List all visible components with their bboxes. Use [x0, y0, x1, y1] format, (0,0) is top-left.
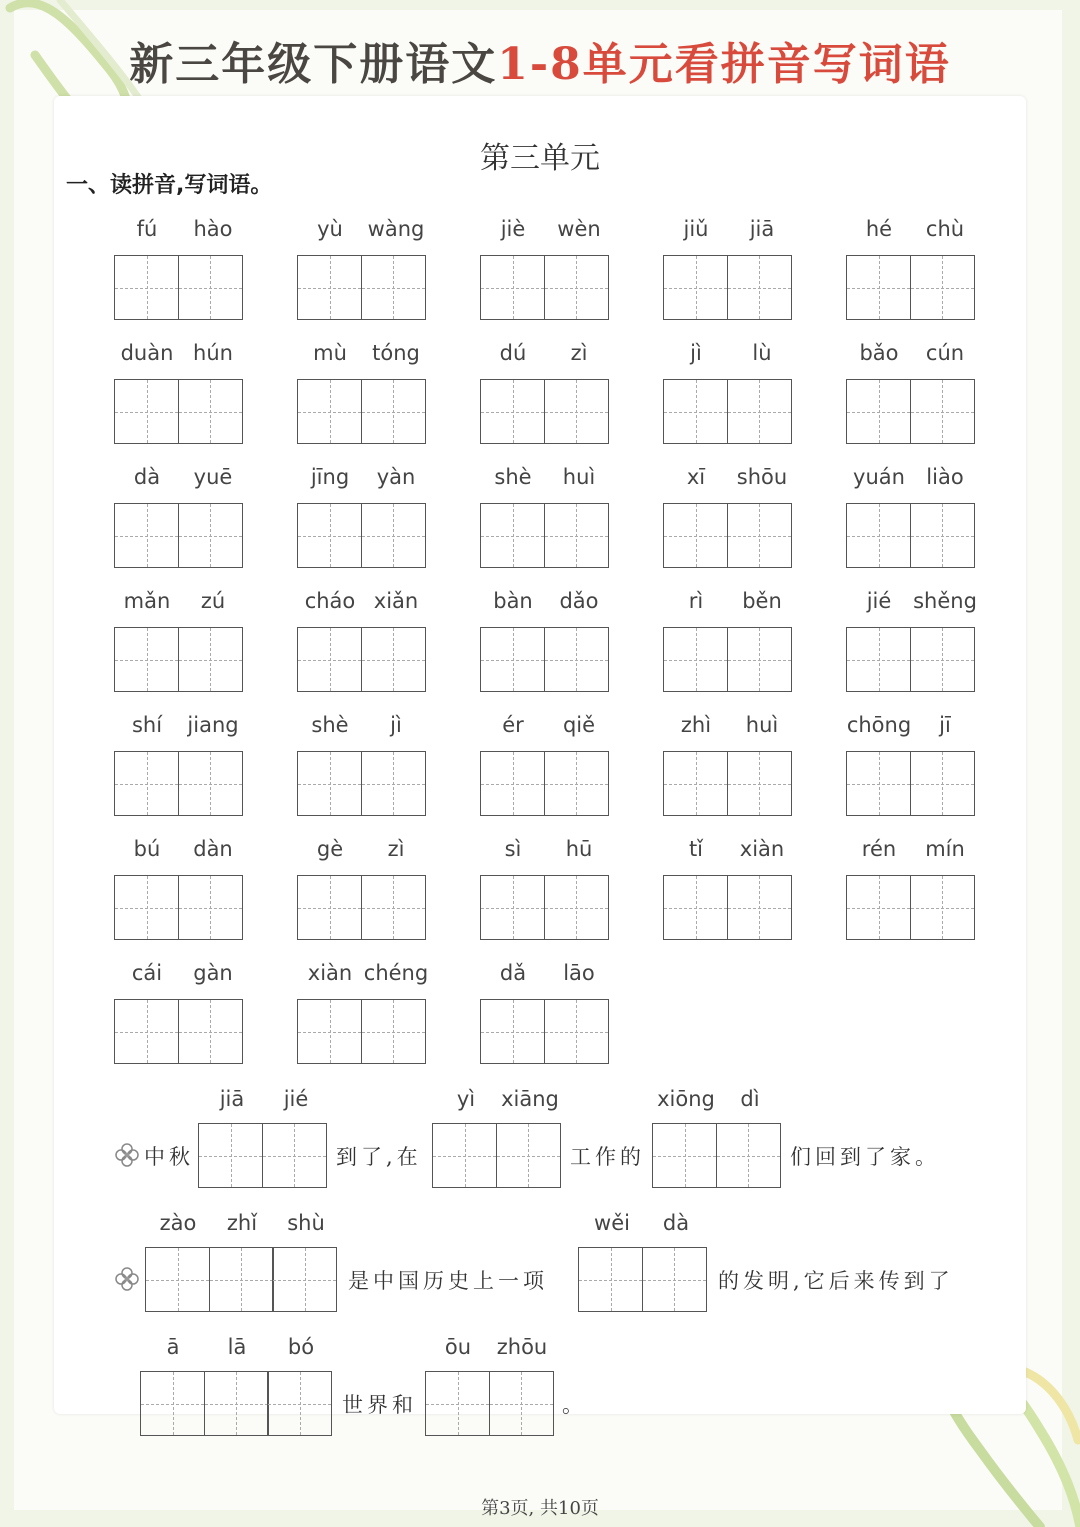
- pinyin-syllable: bàn: [493, 589, 533, 613]
- pinyin-syllable: liào: [926, 465, 964, 489]
- answer-cell[interactable]: [178, 255, 243, 320]
- answer-cell[interactable]: [425, 1371, 490, 1436]
- answer-cell[interactable]: [496, 1123, 561, 1188]
- pinyin-syllable: xī: [686, 465, 706, 489]
- answer-cell[interactable]: [114, 503, 179, 568]
- pinyin-label: [846, 837, 978, 867]
- answer-boxes[interactable]: [480, 999, 609, 1064]
- pinyin-label: [297, 713, 429, 743]
- answer-boxes[interactable]: [846, 255, 975, 320]
- word-item: [663, 217, 795, 329]
- word-item: [114, 217, 246, 329]
- answer-cell[interactable]: [663, 255, 728, 320]
- answer-cell[interactable]: [297, 503, 362, 568]
- answer-cell[interactable]: [727, 255, 792, 320]
- answer-boxes[interactable]: [480, 503, 609, 568]
- answer-cell[interactable]: [716, 1123, 781, 1188]
- answer-boxes[interactable]: [297, 627, 426, 692]
- answer-cell[interactable]: [178, 627, 243, 692]
- word-item: [114, 341, 246, 453]
- pinyin-syllable: ōu: [444, 1335, 472, 1359]
- answer-cell[interactable]: [140, 1371, 205, 1436]
- answer-cell[interactable]: [361, 255, 426, 320]
- pinyin-label: [114, 589, 246, 619]
- answer-boxes[interactable]: [480, 751, 609, 816]
- pinyin-syllable: chéng: [363, 961, 429, 985]
- page-title-main: 新三年级下册语文: [129, 39, 498, 90]
- word-item: [114, 713, 246, 825]
- pinyin-syllable: yù: [317, 217, 343, 241]
- pinyin-label: [297, 465, 429, 495]
- answer-cell[interactable]: [727, 503, 792, 568]
- answer-boxes[interactable]: [114, 379, 243, 444]
- answer-boxes[interactable]: [145, 1247, 337, 1312]
- pinyin-syllable: shè: [494, 465, 532, 489]
- answer-cell[interactable]: [544, 875, 609, 940]
- answer-cell[interactable]: [114, 627, 179, 692]
- pinyin-syllable: jì: [390, 713, 402, 737]
- answer-cell[interactable]: [727, 379, 792, 444]
- answer-boxes[interactable]: [846, 379, 975, 444]
- answer-cell[interactable]: [361, 875, 426, 940]
- sentence-text: 。: [562, 1393, 587, 1417]
- answer-cell[interactable]: [846, 627, 911, 692]
- answer-boxes[interactable]: [114, 627, 243, 692]
- pinyin-syllable: dà: [133, 465, 161, 489]
- page-footer: 第3页, 共10页: [481, 1498, 599, 1519]
- pinyin-syllable: shěng: [913, 589, 977, 613]
- unit-title: 第三单元: [480, 141, 600, 176]
- pinyin-syllable: yuē: [193, 465, 233, 489]
- pinyin-syllable: huì: [562, 465, 596, 489]
- pinyin-label: [846, 341, 978, 371]
- pinyin-label: [297, 217, 429, 247]
- answer-cell[interactable]: [361, 999, 426, 1064]
- pinyin-syllable: zú: [200, 589, 226, 613]
- answer-cell[interactable]: [544, 999, 609, 1064]
- answer-cell[interactable]: [544, 627, 609, 692]
- answer-cell[interactable]: [727, 751, 792, 816]
- pinyin-syllable: rì: [688, 589, 704, 613]
- answer-cell[interactable]: [910, 503, 975, 568]
- pinyin-syllable: yàn: [376, 465, 416, 489]
- answer-cell[interactable]: [544, 751, 609, 816]
- answer-cell[interactable]: [272, 1247, 337, 1312]
- pinyin-label: [297, 961, 429, 991]
- answer-cell[interactable]: [480, 255, 545, 320]
- pinyin-syllable: cái: [131, 961, 163, 985]
- answer-cell[interactable]: [544, 503, 609, 568]
- word-item: [297, 217, 429, 329]
- pinyin-syllable: hé: [865, 217, 893, 241]
- sentence-text: 到了,在: [336, 1145, 422, 1169]
- pinyin-syllable: jiǔ: [683, 217, 709, 241]
- pinyin-label: [663, 713, 795, 743]
- answer-boxes[interactable]: [480, 255, 609, 320]
- pinyin-syllable: běn: [742, 589, 782, 613]
- answer-cell[interactable]: [846, 751, 911, 816]
- word-item: [297, 837, 429, 949]
- pinyin-label: [114, 713, 246, 743]
- answer-cell[interactable]: [297, 379, 362, 444]
- pinyin-label: [846, 465, 978, 495]
- pinyin-syllable: xiōng: [657, 1087, 715, 1111]
- answer-cell[interactable]: [114, 875, 179, 940]
- pinyin-syllable: lāo: [563, 961, 595, 985]
- answer-boxes[interactable]: [297, 999, 426, 1064]
- answer-cell[interactable]: [910, 255, 975, 320]
- pinyin-label: [480, 961, 612, 991]
- pinyin-label: [114, 961, 246, 991]
- word-item: [663, 341, 795, 453]
- word-item: [663, 465, 795, 577]
- pinyin-syllable: xiàn: [307, 961, 353, 985]
- answer-boxes[interactable]: [846, 503, 975, 568]
- answer-boxes[interactable]: [846, 875, 975, 940]
- pinyin-syllable: jiā: [749, 217, 775, 241]
- answer-boxes[interactable]: [114, 999, 243, 1064]
- pinyin-syllable: fú: [136, 217, 158, 241]
- pinyin-syllable: mù: [313, 341, 347, 365]
- word-item: [114, 961, 246, 1073]
- word-item: [480, 465, 612, 577]
- answer-cell[interactable]: [361, 751, 426, 816]
- answer-cell[interactable]: [910, 627, 975, 692]
- pinyin-syllable: zhǐ: [226, 1211, 258, 1235]
- pinyin-syllable: bǎo: [859, 341, 899, 365]
- pinyin-label: [114, 341, 246, 371]
- pinyin-syllable: shōu: [736, 465, 788, 489]
- answer-cell[interactable]: [361, 379, 426, 444]
- word-item: [297, 961, 429, 1073]
- answer-boxes[interactable]: [846, 751, 975, 816]
- pinyin-syllable: gè: [316, 837, 344, 861]
- answer-boxes[interactable]: [297, 875, 426, 940]
- word-item: [846, 217, 978, 329]
- answer-cell[interactable]: [480, 503, 545, 568]
- word-item: [297, 713, 429, 825]
- pinyin-syllable: huì: [745, 713, 779, 737]
- pinyin-syllable: shè: [311, 713, 349, 737]
- answer-cell[interactable]: [145, 1247, 210, 1312]
- pinyin-label: [114, 837, 246, 867]
- word-item: [480, 837, 612, 949]
- pinyin-syllable: jié: [866, 589, 892, 613]
- pinyin-syllable: duàn: [120, 341, 174, 365]
- answer-cell[interactable]: [267, 1371, 332, 1436]
- pinyin-syllable: dú: [499, 341, 527, 365]
- answer-cell[interactable]: [910, 875, 975, 940]
- pinyin-label: [114, 217, 246, 247]
- sentence-text: 的发明,它后来传到了: [718, 1269, 954, 1293]
- flower-icon: [114, 1266, 140, 1292]
- word-item: [480, 589, 612, 701]
- answer-cell[interactable]: [114, 751, 179, 816]
- answer-boxes[interactable]: [114, 255, 243, 320]
- pinyin-syllable: jī: [939, 713, 951, 737]
- word-item: [480, 961, 612, 1073]
- answer-cell[interactable]: [178, 875, 243, 940]
- pinyin-syllable: jīng: [310, 465, 350, 489]
- answer-boxes[interactable]: [663, 255, 792, 320]
- answer-cell[interactable]: [297, 627, 362, 692]
- answer-cell[interactable]: [489, 1371, 554, 1436]
- pinyin-syllable: zhōu: [496, 1335, 548, 1359]
- pinyin-label: [846, 713, 978, 743]
- pinyin-syllable: zhì: [680, 713, 712, 737]
- answer-cell[interactable]: [910, 751, 975, 816]
- pinyin-label: [480, 589, 612, 619]
- answer-cell[interactable]: [727, 627, 792, 692]
- pinyin-label: [663, 341, 795, 371]
- pinyin-label: [480, 217, 612, 247]
- answer-boxes[interactable]: [297, 503, 426, 568]
- word-item: [846, 465, 978, 577]
- pinyin-syllable: jiang: [187, 713, 239, 737]
- word-item: [480, 341, 612, 453]
- pinyin-syllable: mín: [925, 837, 965, 861]
- pinyin-syllable: gàn: [193, 961, 233, 985]
- answer-cell[interactable]: [178, 503, 243, 568]
- pinyin-label: [846, 217, 978, 247]
- page-title: [0, 28, 1080, 92]
- pinyin-syllable: dà: [662, 1211, 690, 1235]
- pinyin-syllable: zì: [387, 837, 405, 861]
- pinyin-label: [297, 341, 429, 371]
- pinyin-syllable: shí: [131, 713, 163, 737]
- word-item: [663, 837, 795, 949]
- pinyin-syllable: tóng: [372, 341, 420, 365]
- pinyin-label: [297, 589, 429, 619]
- pinyin-syllable: jì: [690, 341, 702, 365]
- answer-cell[interactable]: [209, 1247, 274, 1312]
- flower-icon: [114, 1142, 140, 1168]
- answer-boxes[interactable]: [480, 875, 609, 940]
- pinyin-label: [480, 341, 612, 371]
- word-item: [297, 589, 429, 701]
- answer-cell[interactable]: [480, 379, 545, 444]
- pinyin-label: [480, 465, 612, 495]
- pinyin-syllable: bú: [133, 837, 161, 861]
- answer-boxes[interactable]: [425, 1371, 554, 1436]
- pinyin-syllable: zào: [159, 1211, 197, 1235]
- pinyin-label: [663, 837, 795, 867]
- answer-boxes[interactable]: [480, 379, 609, 444]
- pinyin-label: [480, 837, 612, 867]
- word-item: [114, 837, 246, 949]
- answer-boxes[interactable]: [198, 1123, 327, 1188]
- pinyin-label: [663, 589, 795, 619]
- answer-cell[interactable]: [663, 751, 728, 816]
- answer-boxes[interactable]: [663, 503, 792, 568]
- section-title: 一、读拼音,写词语。: [66, 173, 273, 198]
- answer-boxes[interactable]: [663, 751, 792, 816]
- answer-cell[interactable]: [544, 255, 609, 320]
- sentence-text: 中秋: [144, 1145, 194, 1169]
- answer-cell[interactable]: [652, 1123, 717, 1188]
- answer-boxes[interactable]: [663, 379, 792, 444]
- word-item: [846, 837, 978, 949]
- pinyin-syllable: lù: [752, 341, 772, 365]
- answer-cell[interactable]: [642, 1247, 707, 1312]
- pinyin-syllable: wěi: [594, 1211, 630, 1235]
- answer-cell[interactable]: [178, 379, 243, 444]
- pinyin-label: [663, 465, 795, 495]
- sentence-text: 世界和: [342, 1393, 417, 1417]
- answer-cell[interactable]: [114, 379, 179, 444]
- answer-cell[interactable]: [178, 751, 243, 816]
- pinyin-label: [846, 589, 978, 619]
- pinyin-syllable: yuán: [853, 465, 905, 489]
- word-item: [663, 713, 795, 825]
- pinyin-syllable: dǎo: [559, 589, 599, 613]
- pinyin-syllable: lā: [227, 1335, 247, 1359]
- page-title-accent: 1-8单元看拼音写词语: [497, 39, 951, 90]
- answer-cell[interactable]: [663, 875, 728, 940]
- answer-boxes[interactable]: [663, 627, 792, 692]
- pinyin-label: [480, 713, 612, 743]
- pinyin-syllable: hún: [193, 341, 233, 365]
- sentence-text: 是中国历史上一项: [348, 1269, 548, 1293]
- answer-boxes[interactable]: [480, 627, 609, 692]
- word-item: [114, 589, 246, 701]
- pinyin-syllable: shù: [287, 1211, 325, 1235]
- pinyin-label: [663, 217, 795, 247]
- word-item: [663, 589, 795, 701]
- pinyin-syllable: cháo: [304, 589, 356, 613]
- pinyin-syllable: yì: [456, 1087, 476, 1111]
- answer-cell[interactable]: [297, 751, 362, 816]
- sentence-text: 工作的: [570, 1145, 645, 1169]
- answer-cell[interactable]: [846, 503, 911, 568]
- answer-boxes[interactable]: [114, 875, 243, 940]
- word-item: [480, 713, 612, 825]
- answer-cell[interactable]: [432, 1123, 497, 1188]
- pinyin-syllable: ér: [502, 713, 524, 737]
- answer-boxes[interactable]: [578, 1247, 707, 1312]
- word-item: [114, 465, 246, 577]
- answer-boxes[interactable]: [652, 1123, 781, 1188]
- answer-cell[interactable]: [480, 999, 545, 1064]
- pinyin-syllable: ā: [166, 1335, 180, 1359]
- answer-cell[interactable]: [198, 1123, 263, 1188]
- word-item: [297, 465, 429, 577]
- pinyin-syllable: xiǎn: [373, 589, 419, 613]
- word-item: [846, 589, 978, 701]
- answer-cell[interactable]: [361, 627, 426, 692]
- answer-cell[interactable]: [544, 379, 609, 444]
- pinyin-syllable: xiàn: [739, 837, 785, 861]
- pinyin-syllable: wèn: [557, 217, 601, 241]
- pinyin-syllable: bó: [287, 1335, 315, 1359]
- answer-cell[interactable]: [204, 1371, 269, 1436]
- answer-boxes[interactable]: [114, 751, 243, 816]
- word-item: [846, 713, 978, 825]
- answer-cell[interactable]: [297, 999, 362, 1064]
- pinyin-syllable: jiā: [219, 1087, 245, 1111]
- pinyin-syllable: jiè: [500, 217, 526, 241]
- pinyin-syllable: dǎ: [499, 961, 527, 985]
- answer-cell[interactable]: [262, 1123, 327, 1188]
- answer-boxes[interactable]: [114, 503, 243, 568]
- answer-cell[interactable]: [361, 503, 426, 568]
- pinyin-syllable: qiě: [562, 713, 596, 737]
- answer-cell[interactable]: [480, 875, 545, 940]
- answer-cell[interactable]: [114, 255, 179, 320]
- answer-cell[interactable]: [727, 875, 792, 940]
- pinyin-syllable: hū: [565, 837, 593, 861]
- pinyin-syllable: tǐ: [688, 837, 704, 861]
- pinyin-syllable: chù: [925, 217, 965, 241]
- answer-cell[interactable]: [578, 1247, 643, 1312]
- pinyin-syllable: dàn: [193, 837, 233, 861]
- word-item: [480, 217, 612, 329]
- pinyin-syllable: sì: [504, 837, 522, 861]
- pinyin-syllable: chōng: [846, 713, 912, 737]
- answer-cell[interactable]: [846, 379, 911, 444]
- answer-boxes[interactable]: [140, 1371, 332, 1436]
- pinyin-syllable: mǎn: [123, 589, 171, 613]
- pinyin-syllable: hào: [193, 217, 233, 241]
- answer-boxes[interactable]: [297, 379, 426, 444]
- answer-cell[interactable]: [663, 379, 728, 444]
- sentence-text: 们回到了家。: [790, 1145, 940, 1169]
- answer-cell[interactable]: [297, 875, 362, 940]
- answer-cell[interactable]: [297, 255, 362, 320]
- pinyin-label: [297, 837, 429, 867]
- pinyin-label: [114, 465, 246, 495]
- word-item: [846, 341, 978, 453]
- answer-boxes[interactable]: [846, 627, 975, 692]
- answer-cell[interactable]: [846, 255, 911, 320]
- word-item: [297, 341, 429, 453]
- answer-cell[interactable]: [480, 627, 545, 692]
- pinyin-syllable: xiāng: [501, 1087, 559, 1111]
- pinyin-syllable: dì: [740, 1087, 760, 1111]
- answer-cell[interactable]: [663, 627, 728, 692]
- answer-boxes[interactable]: [432, 1123, 561, 1188]
- answer-cell[interactable]: [663, 503, 728, 568]
- answer-boxes[interactable]: [297, 255, 426, 320]
- answer-cell[interactable]: [846, 875, 911, 940]
- pinyin-syllable: jié: [283, 1087, 309, 1111]
- pinyin-syllable: wàng: [367, 217, 425, 241]
- answer-boxes[interactable]: [297, 751, 426, 816]
- answer-boxes[interactable]: [663, 875, 792, 940]
- answer-cell[interactable]: [480, 751, 545, 816]
- pinyin-syllable: rén: [861, 837, 897, 861]
- pinyin-syllable: cún: [925, 341, 965, 365]
- answer-cell[interactable]: [910, 379, 975, 444]
- answer-cell[interactable]: [114, 999, 179, 1064]
- answer-cell[interactable]: [178, 999, 243, 1064]
- pinyin-syllable: zì: [570, 341, 588, 365]
